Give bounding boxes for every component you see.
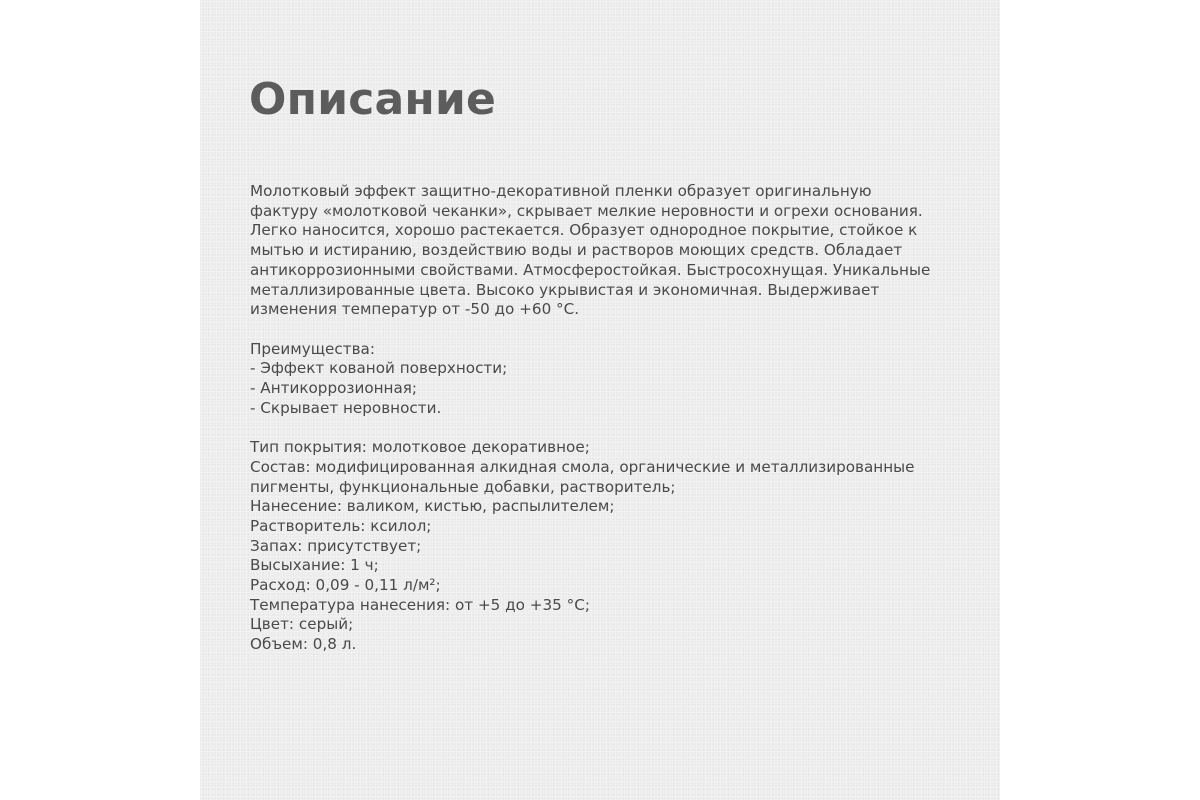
page-title: Описание: [249, 74, 497, 125]
spec-solvent: Растворитель: ксилол;: [250, 516, 432, 535]
advantage-item: - Эффект кованой поверхности;: [250, 359, 508, 378]
spacer: [250, 320, 985, 340]
advantages-heading: Преимущества:: [250, 339, 375, 358]
spec-composition: Состав: модифицированная алкидная смола, органические и металлизированные пигменты, функциональные добавки, растворитель;: [250, 457, 915, 496]
spacer: [250, 418, 985, 438]
advantage-item: - Скрывает неровности.: [250, 398, 442, 417]
spec-application: Нанесение: валиком, кистью, распылителем;: [250, 497, 615, 516]
spec-color: Цвет: серый;: [250, 615, 354, 634]
spec-coating-type: Тип покрытия: молотковое декоративное;: [250, 438, 590, 457]
spec-consumption: Расход: 0,09 - 0,11 л/м²;: [250, 576, 441, 595]
spec-volume: Объем: 0,8 л.: [250, 635, 357, 654]
advantage-item: - Антикоррозионная;: [250, 379, 418, 398]
description-body: [250, 182, 985, 655]
description-card: [200, 0, 1000, 800]
spec-odor: Запах: присутствует;: [250, 536, 422, 555]
spec-drying: Высыхание: 1 ч;: [250, 556, 379, 575]
description-paragraph: Молотковый эффект защитно-декоративной пленки образует оригинальную фактуру «молотковой чеканки», скрывает мелкие неровности и огрехи основания. Легко наносится, хорошо растекается. Образует однородное покрытие, стойкое к мытью и истиранию, воздействию воды и растворов моющих средств. Обладает антикоррозионными свойствами. Атмосферостойкая. Быстросохнущая. Уникальные металлизированные цвета. Высоко укрывистая и экономичная. Выдерживает изменения температур от -50 до +60 °С.: [250, 182, 931, 319]
spec-application-temperature: Температура нанесения: от +5 до +35 °С;: [250, 595, 590, 614]
